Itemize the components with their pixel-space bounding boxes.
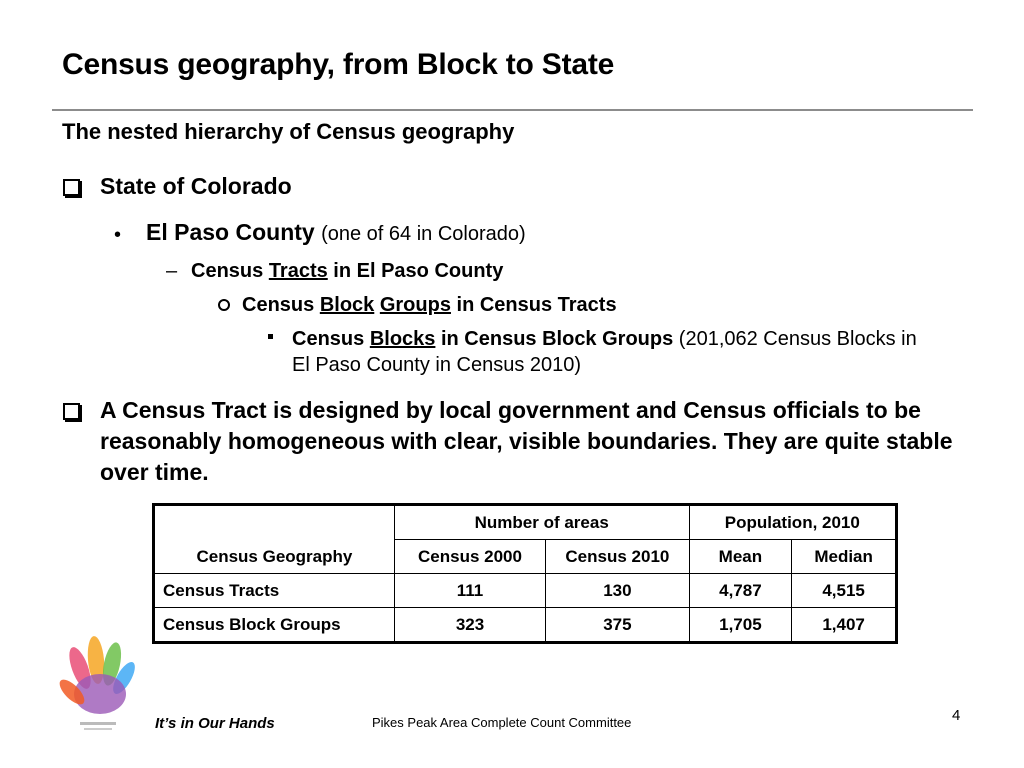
footer-tagline: It’s in Our Hands [155,715,275,732]
footer-committee: Pikes Peak Area Complete Count Committee [372,715,632,730]
page-number: 4 [952,707,961,724]
table-cell: 1,705 [689,608,792,643]
bullet-block-groups [242,294,617,317]
group-header-areas: Number of areas [394,505,689,540]
bullet-state: State of Colorado [100,173,292,199]
blocks-note: (201,062 Census Blocks in El Paso County in Census 2010) [292,328,917,376]
table-group-header-row [154,505,897,540]
slide-subtitle: The nested hierarchy of Census geography [62,119,515,144]
column-header-mean: Mean [689,540,792,574]
bullet-blocks [292,326,932,378]
title-divider [52,109,973,111]
table-cell: 130 [546,574,689,608]
blocks-link[interactable]: Blocks [369,328,436,350]
column-header-geography: Census Geography [154,505,395,574]
column-header-census-2010: Census 2010 [546,540,689,574]
tracts-prefix: Census [191,260,269,282]
table-cell: 111 [394,574,545,608]
table-cell: 4,515 [792,574,897,608]
dot-bullet-icon: • [114,224,122,246]
dash-bullet-icon: – [166,260,178,282]
tracts-link[interactable]: Tracts [268,260,328,282]
groups-link[interactable]: Groups [379,294,451,316]
block-groups-suffix: in Census Tracts [450,294,617,316]
block-link[interactable]: Block [319,294,375,316]
bullet-tracts [191,260,503,283]
slide-title: Census geography, from Block to State [62,48,615,81]
group-header-population: Population, 2010 [689,505,896,540]
column-header-census-2000: Census 2000 [394,540,545,574]
blocks-prefix: Census [292,328,370,350]
column-header-median: Median [792,540,897,574]
table-cell: Census Block Groups [154,608,395,643]
table-row [154,574,897,608]
checkbox-bullet-icon [63,403,80,420]
table-cell: 4,787 [689,574,792,608]
checkbox-bullet-icon [63,179,80,196]
tracts-suffix: in El Paso County [327,260,504,282]
county-note: (one of 64 in Colorado) [321,223,526,245]
bullet-county [146,219,526,246]
table-cell: 1,407 [792,608,897,643]
table-cell: 375 [546,608,689,643]
blocks-suffix: in Census Block Groups [435,328,674,350]
census-geography-table [152,503,898,644]
hands-logo-icon [58,630,138,740]
table-row [154,608,897,643]
tract-paragraph: A Census Tract is designed by local government and Census officials to be reasonably homogeneous with clear, visible boundaries. They are quite stable over time. [100,397,953,485]
square-bullet-icon [268,334,273,339]
table-cell: Census Tracts [154,574,395,608]
table-cell: 323 [394,608,545,643]
block-groups-prefix: Census [242,294,320,316]
county-name: El Paso County [146,219,315,245]
circle-bullet-icon [218,299,230,311]
